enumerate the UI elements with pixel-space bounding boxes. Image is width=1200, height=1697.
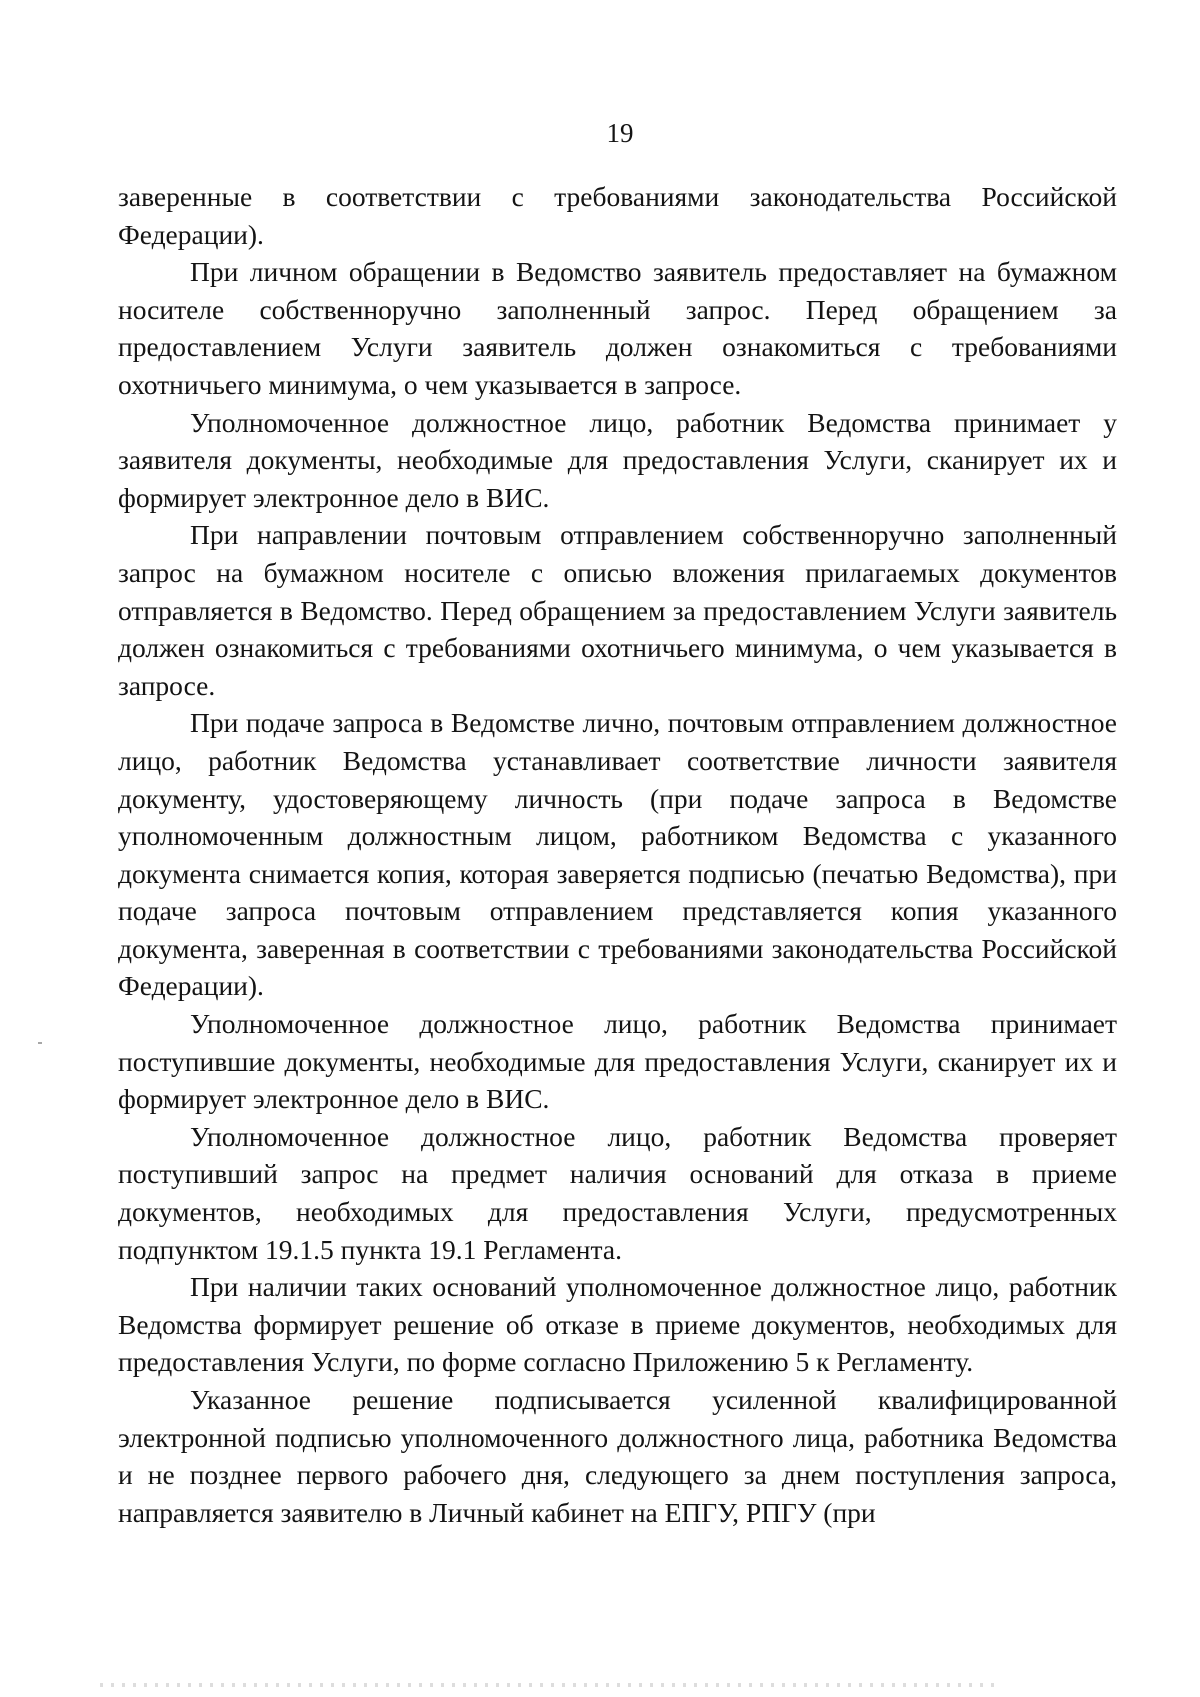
paragraph-2: При личном обращении в Ведомство заявитель предоставляет на бумажном носителе собственноручно заполненный запрос. Перед обращением за предоставлением Услуги заявитель должен ознакомиться с требованиями охотничьего минимума, о чем указывается в запросе. [118,256,1117,400]
paragraph-3: Уполномоченное должностное лицо, работник Ведомства принимает у заявителя документы, необходимые для предоставления Услуги, сканирует их и формирует электронное дело в ВИС. [118,406,1117,513]
scan-artifact [38,1042,42,1044]
paragraph-8: При наличии таких оснований уполномоченное должностное лицо, работник Ведомства формирует решение об отказе в приеме документов, необходимых для предоставления Услуги, по форме согласно Приложению 5 к Регламенту. [118,1271,1117,1378]
paragraph-5: При подаче запроса в Ведомстве лично, почтовым отправлением должностное лицо, работник Ведомства устанавливает соответствие личности заявителя документу, удостоверяющему личность (при подаче запроса в Ведомстве уполномоченным должностным лицом, работником Ведомства с указанного документа снимается копия, которая заверяется подписью (печатью Ведомства), при подаче запроса почтовым отправлением представляется копия указанного документа, заверенная в соответствии с требованиями законодательства Российской Федерации). [118,707,1117,1002]
paragraph-7: Уполномоченное должностное лицо, работник Ведомства проверяет поступивший запрос на предмет наличия оснований для отказа в приеме документов, необходимых для предоставления Услуги, предусмотренных подпунктом 19.1.5 пункта 19.1 Регламента. [118,1120,1117,1265]
paragraph-6: Уполномоченное должностное лицо, работник Ведомства принимает поступившие документы, необходимые для предоставления Услуги, сканирует их и формирует электронное дело в ВИС. [118,1008,1117,1115]
body-text [118,178,1117,1531]
paragraph-4: При направлении почтовым отправлением собственноручно заполненный запрос на бумажном носителе с описью вложения прилагаемых документов отправляется в Ведомство. Перед обращением за предоставлением Услуги заявитель должен ознакомиться с требованиями охотничьего минимума, о чем указывается в запросе. [118,519,1117,701]
paragraph-9: Указанное решение подписывается усиленной квалифицированной электронной подписью уполномоченного должностного лица, работника Ведомства и не позднее первого рабочего дня, следующего за днем поступления запроса, направляется заявителю в Личный кабинет на ЕПГУ, РПГУ (при [118,1384,1117,1528]
paragraph-1: заверенные в соответствии с требованиями законодательства Российской Федерации). [118,181,1117,250]
scan-smudge [100,1683,1000,1687]
page-number: 19 [606,118,634,148]
